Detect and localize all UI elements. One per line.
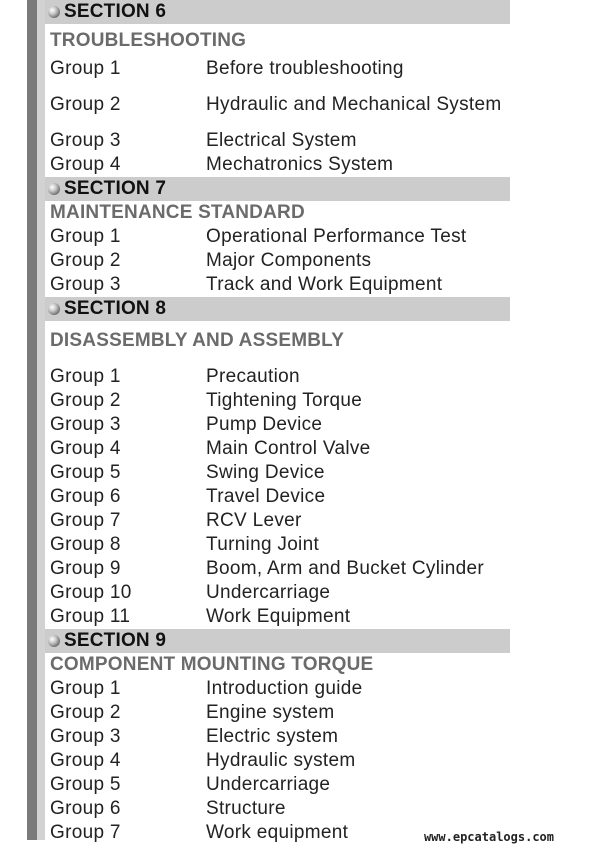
group-name: Tightening Torque (206, 390, 363, 411)
group-name: Work Equipment (206, 606, 351, 627)
section-9-title: COMPONENT MOUNTING TORQUE (50, 654, 374, 675)
group-number: Group 8 (50, 534, 121, 555)
list-item (45, 225, 510, 249)
list-item (45, 413, 510, 437)
section-label: SECTION 8 (64, 298, 167, 319)
group-number: Group 5 (50, 774, 121, 795)
group-name: Mechatronics System (206, 154, 394, 175)
group-name: Work equipment (206, 822, 349, 843)
group-name: Undercarriage (206, 582, 331, 603)
list-item (45, 365, 510, 389)
section-7-title: MAINTENANCE STANDARD (50, 202, 305, 223)
list-item (45, 773, 510, 797)
group-name: Main Control Valve (206, 438, 371, 459)
group-name: Electric system (206, 726, 339, 747)
group-number: Group 2 (50, 390, 121, 411)
group-name: Major Components (206, 250, 372, 271)
section-6-header (45, 0, 510, 24)
list-item (45, 57, 510, 81)
group-name: Turning Joint (206, 534, 320, 555)
group-name: Hydraulic system (206, 750, 356, 771)
group-number: Group 5 (50, 462, 121, 483)
group-name: Electrical System (206, 130, 357, 151)
group-number: Group 11 (50, 606, 131, 627)
list-item (45, 797, 510, 821)
list-item (45, 749, 510, 773)
section-9-header (45, 629, 510, 653)
bullet-icon (48, 303, 60, 315)
group-name: Structure (206, 798, 286, 819)
list-item (45, 389, 510, 413)
group-number: Group 2 (50, 250, 121, 271)
group-name: Introduction guide (206, 678, 363, 699)
list-item (45, 509, 510, 533)
list-item (45, 557, 510, 581)
list-item (45, 249, 510, 273)
list-item (45, 461, 510, 485)
section-8-title: DISASSEMBLY AND ASSEMBLY (50, 330, 345, 351)
group-name: Swing Device (206, 462, 325, 483)
section-8-header (45, 297, 510, 321)
group-number: Group 10 (50, 582, 132, 603)
group-number: Group 1 (50, 226, 121, 247)
section-label: SECTION 9 (64, 630, 167, 651)
group-name: Precaution (206, 366, 300, 387)
group-number: Group 9 (50, 558, 121, 579)
group-number: Group 1 (50, 58, 121, 79)
left-margin-bar (27, 0, 37, 840)
list-item (45, 273, 510, 297)
group-number: Group 2 (50, 702, 121, 723)
bullet-icon (48, 183, 60, 195)
group-number: Group 7 (50, 822, 121, 843)
list-item (45, 81, 510, 129)
group-number: Group 2 (50, 94, 121, 115)
group-name: Operational Performance Test (206, 226, 467, 247)
list-item (45, 485, 510, 509)
group-name: Boom, Arm and Bucket Cylinder (206, 558, 484, 579)
section-label: SECTION 6 (64, 1, 167, 22)
group-name: Travel Device (206, 486, 326, 507)
group-number: Group 3 (50, 414, 121, 435)
list-item (45, 677, 510, 701)
section-7-header (45, 177, 510, 201)
group-name: Track and Work Equipment (206, 274, 443, 295)
group-number: Group 3 (50, 726, 121, 747)
list-item (45, 533, 510, 557)
group-number: Group 6 (50, 486, 121, 507)
list-item (45, 581, 510, 605)
group-number: Group 4 (50, 154, 121, 175)
group-number: Group 1 (50, 366, 121, 387)
left-margin-bar-light (37, 0, 45, 840)
group-number: Group 4 (50, 438, 121, 459)
group-name: Undercarriage (206, 774, 331, 795)
list-item (45, 153, 510, 177)
group-number: Group 1 (50, 678, 121, 699)
group-number: Group 3 (50, 274, 121, 295)
list-item (45, 605, 510, 629)
group-name: Pump Device (206, 414, 323, 435)
bullet-icon (48, 635, 60, 647)
group-name: Before troubleshooting (206, 58, 404, 79)
group-number: Group 6 (50, 798, 121, 819)
contents-list (45, 0, 510, 845)
section-label: SECTION 7 (64, 178, 167, 199)
group-number: Group 4 (50, 750, 121, 771)
list-item (45, 725, 510, 749)
group-name: RCV Lever (206, 510, 302, 531)
group-number: Group 3 (50, 130, 121, 151)
group-number: Group 7 (50, 510, 121, 531)
list-item (45, 437, 510, 461)
list-item (45, 129, 510, 153)
bullet-icon (48, 6, 60, 18)
list-item (45, 701, 510, 725)
watermark-text: www.epcatalogs.com (423, 830, 554, 844)
section-6-title: TROUBLESHOOTING (50, 29, 247, 51)
group-name: Hydraulic and Mechanical System (206, 94, 502, 115)
group-name: Engine system (206, 702, 335, 723)
